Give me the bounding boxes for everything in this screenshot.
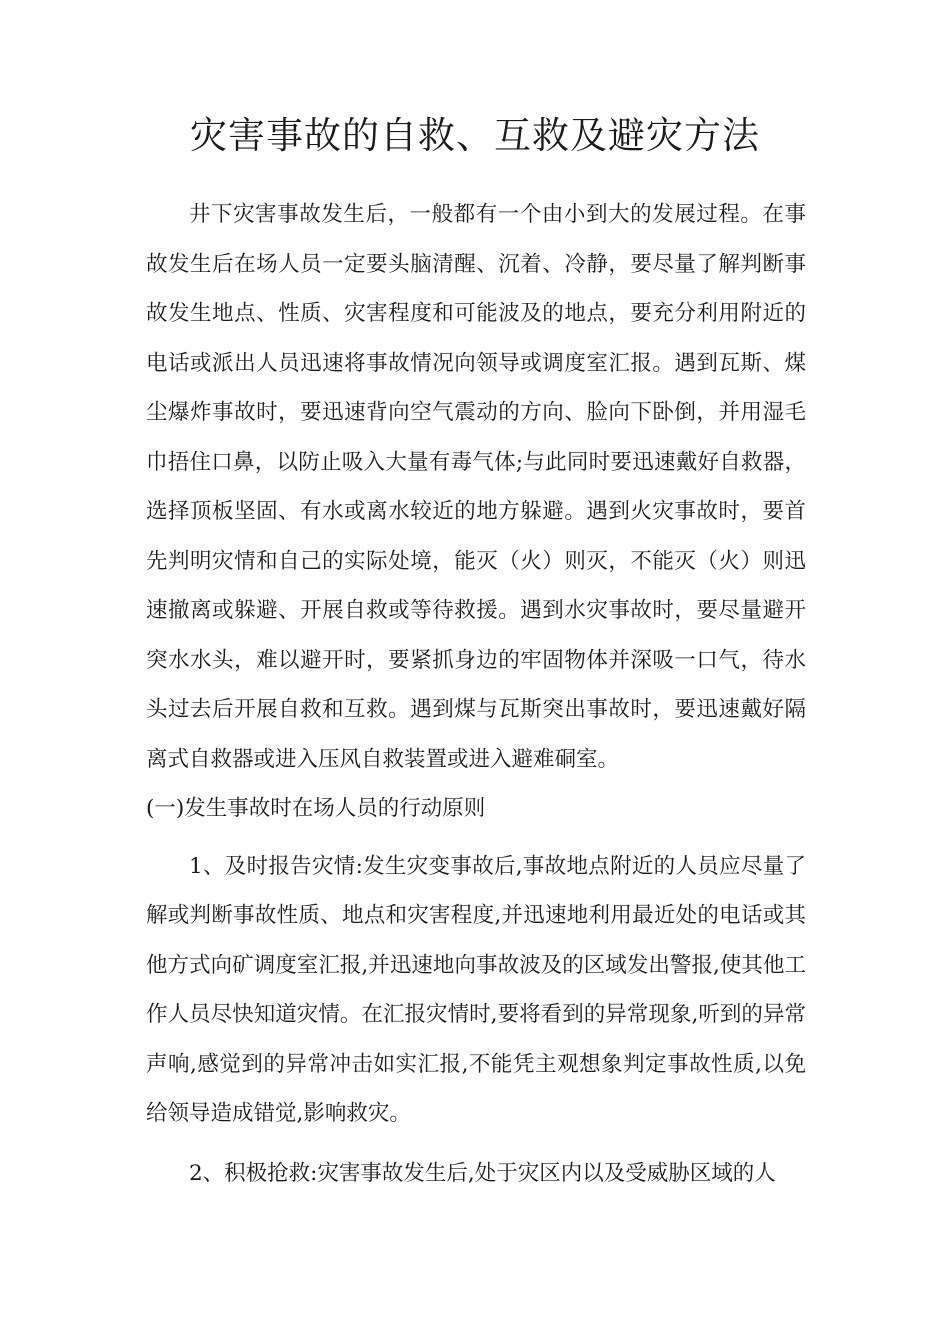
item-1-paragraph: 1、及时报告灾情:发生灾变事故后,事故地点附近的人员应尽量了解或判断事故性质、地点和灾害程度,并迅速地利用最近处的电话或其他方式向矿调度室汇报,并迅速地向事故波及的区域发出警报,使其他工作人员尽快知道灾情。在汇报灾情时,要将看到的异常现象,听到的异常声响,感觉到的异常冲击如实汇报,不能凭主观想象判定事故性质,以免给领导造成错觉,影响救灾。: [146, 853, 806, 1126]
document-body: [146, 190, 806, 1198]
item-2-paragraph: 2、积极抢救:灾害事故发生后,处于灾区内以及受威胁区域的人: [189, 1160, 776, 1186]
intro-paragraph: 井下灾害事故发生后，一般都有一个由小到大的发展过程。在事故发生后在场人员一定要头脑清醒、沉着、冷静，要尽量了解判断事故发生地点、性质、灾害程度和可能波及的地点，要充分利用附近的电话或派出人员迅速将事故情况向领导或调度室汇报。遇到瓦斯、煤尘爆炸事故时，要迅速背向空气震动的方向、脸向下卧倒，并用湿毛巾捂住口鼻，以防止吸入大量有毒气体;与此同时要迅速戴好自救器，选择顶板坚固、有水或离水较近的地方躲避。遇到火灾事故时，要首先判明灾情和自己的实际处境，能灭（火）则灭，不能灭（火）则迅速撤离或躲避、开展自救或等待救援。遇到水灾事故时，要尽量避开突水水头，难以避开时，要紧抓身边的牢固物体并深吸一口气，待水头过去后开展自救和互救。遇到煤与瓦斯突出事故时，要迅速戴好隔离式自救器或进入压风自救装置或进入避难硐室。: [146, 202, 806, 772]
document-title: 灾害事故的自救、互救及避灾方法: [190, 114, 760, 157]
section-heading: (一)发生事故时在场人员的行动原则: [146, 796, 486, 821]
